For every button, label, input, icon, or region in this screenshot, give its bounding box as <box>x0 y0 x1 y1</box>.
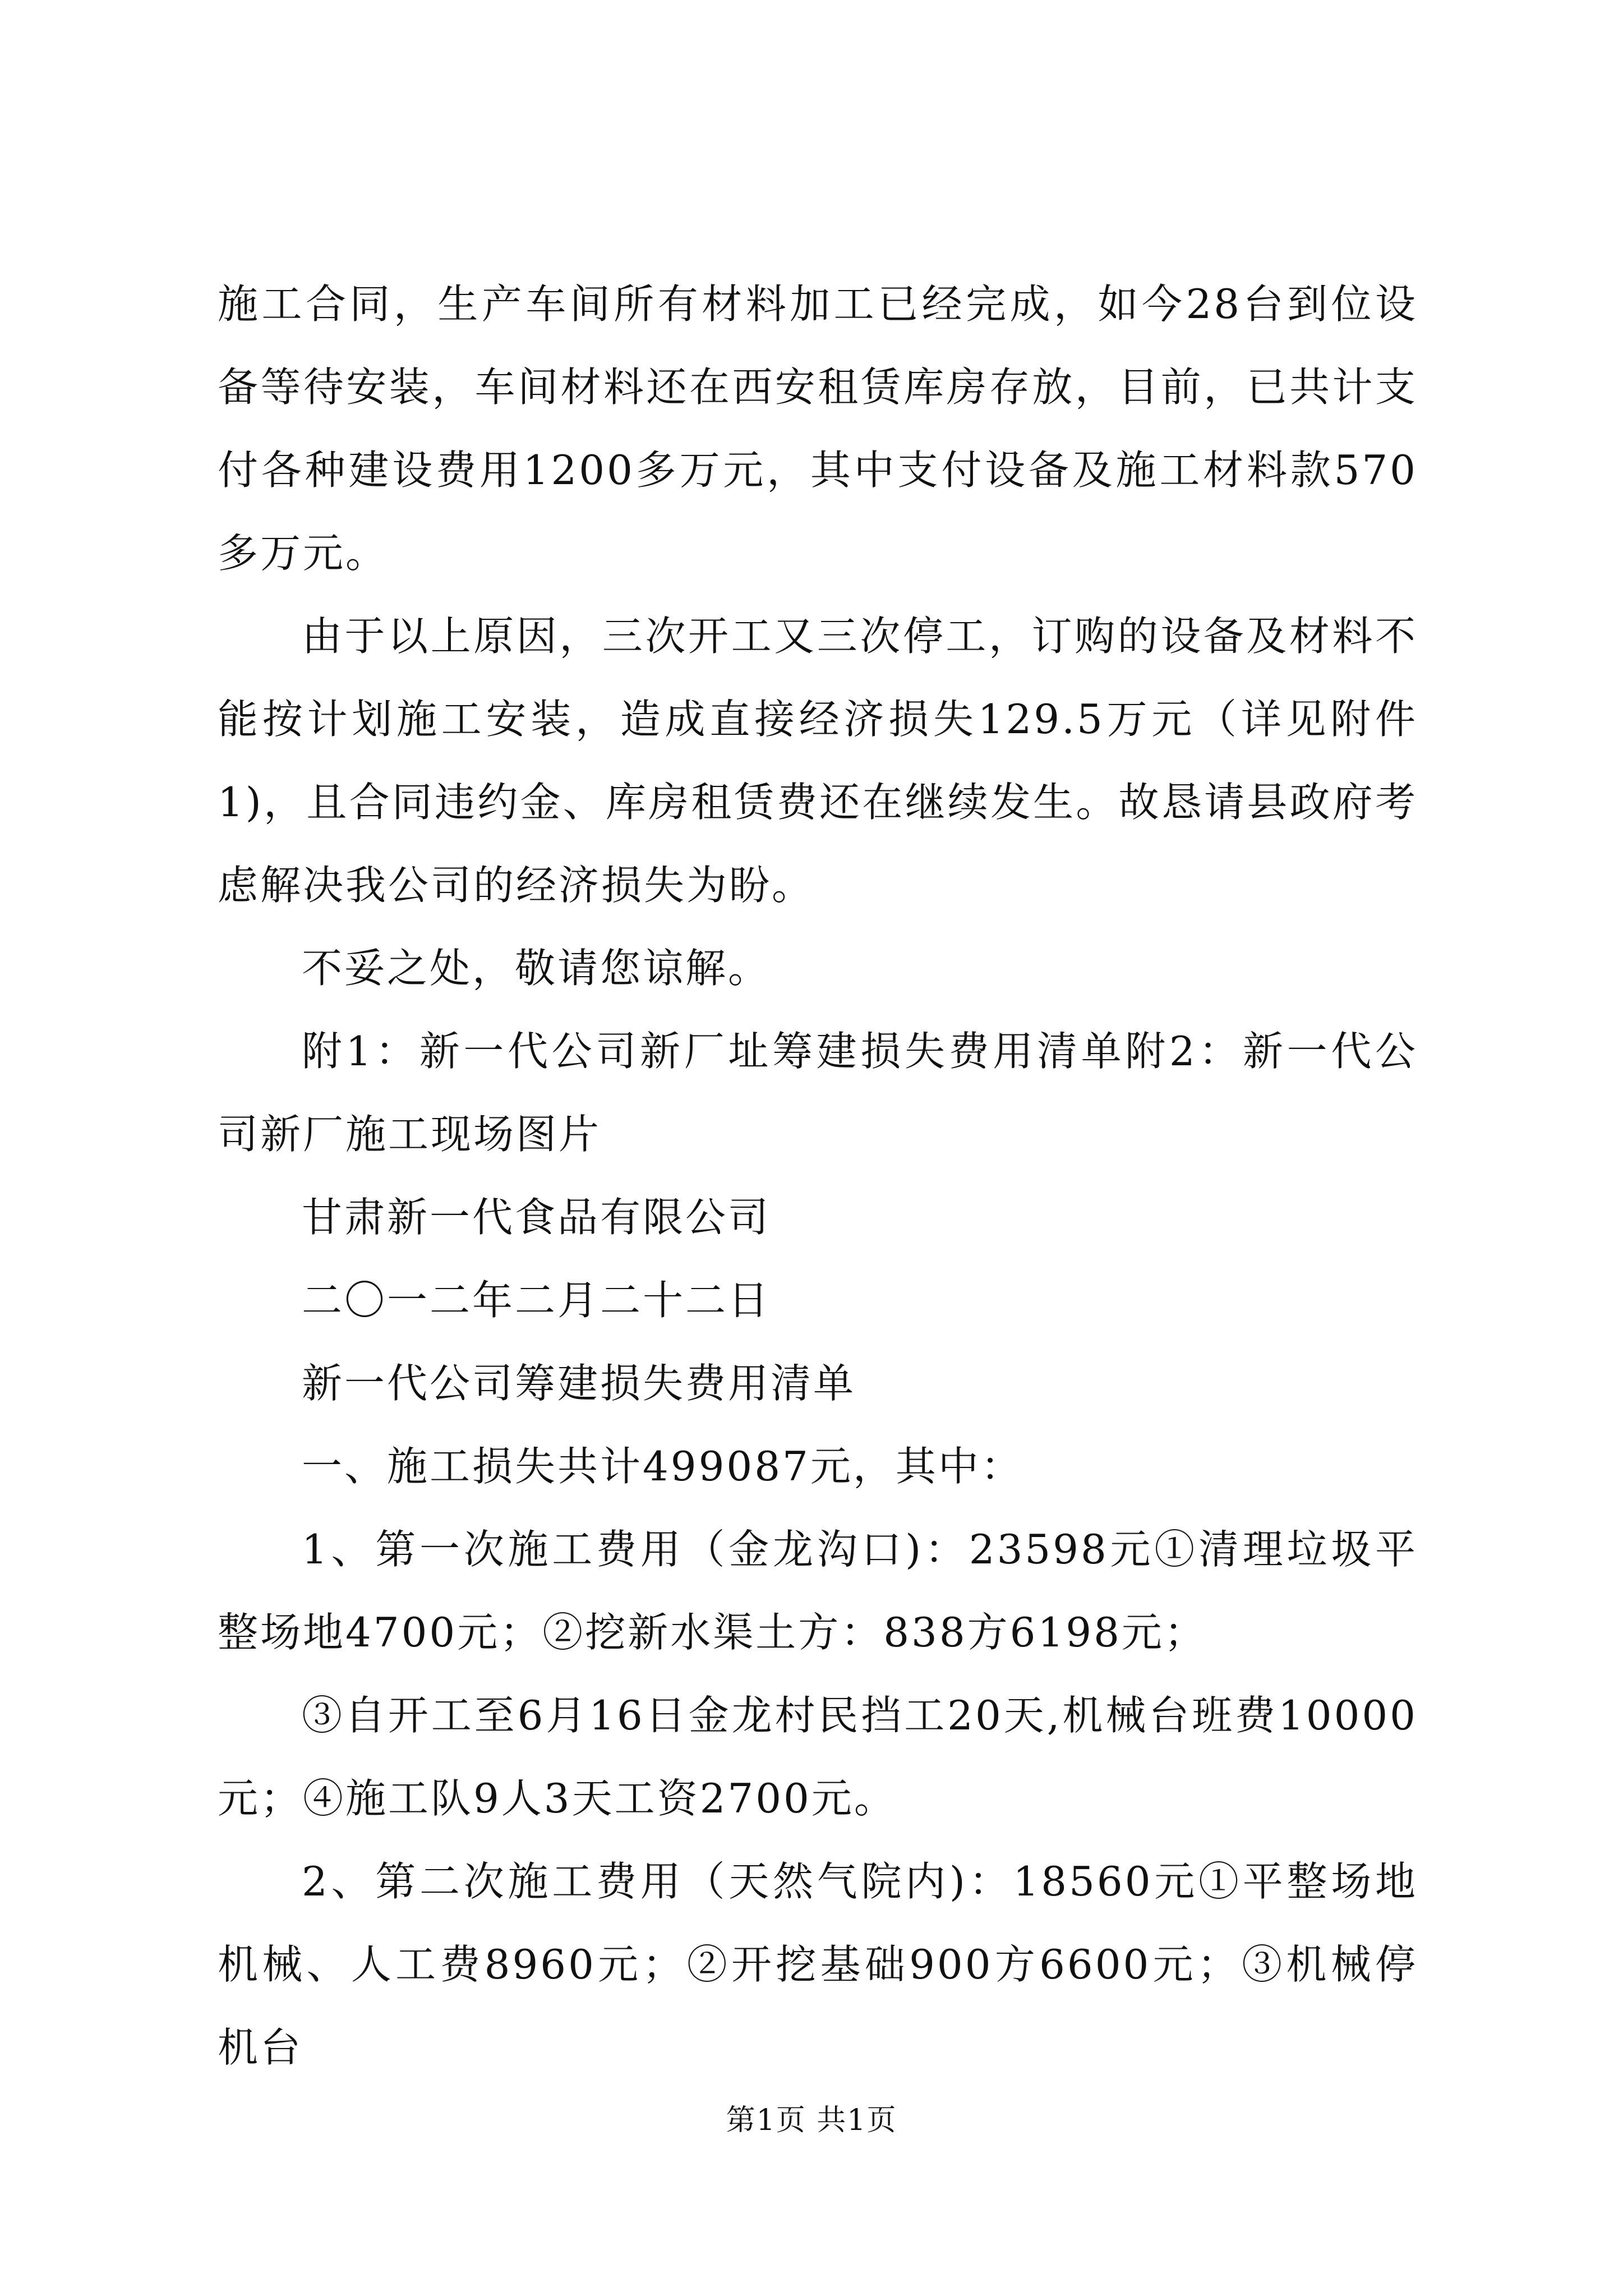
paragraph-construction-contract: 施工合同，生产车间所有材料加工已经完成，如今28台到位设备等待安装，车间材料还在西安租赁库房存放，目前，已共计支付各种建设费用1200多万元，其中支付设备及施工材料款570多万元。 <box>218 280 1418 577</box>
construction-loss-total: 一、施工损失共计499087元，其中： <box>302 1443 1023 1490</box>
page-footer: 第1页 共1页 <box>726 2104 897 2137</box>
loss-list-title: 新一代公司筹建损失费用清单 <box>302 1360 856 1407</box>
document-date: 二〇一二年二月二十二日 <box>302 1277 771 1324</box>
company-signature: 甘肃新一代食品有限公司 <box>302 1194 771 1241</box>
first-construction-cost-continued: ③自开工至6月16日金龙村民挡工20天,机械台班费10000元；④施工队9人3天工资2700元。 <box>218 1692 1418 1822</box>
first-construction-cost: 1、第一次施工费用（金龙沟口)：23598元①清理垃圾平整场地4700元；②挖新水渠土方：838方6198元； <box>218 1526 1418 1656</box>
document-body <box>218 263 1418 2089</box>
paragraph-economic-loss: 由于以上原因，三次开工又三次停工，订购的设备及材料不能按计划施工安装，造成直接经济损失129.5万元（详见附件1)，且合同违约金、库房租赁费还在继续发生。故恳请县政府考虑解决我公司的经济损失为盼。 <box>218 613 1418 909</box>
paragraph-apology: 不妥之处，敬请您谅解。 <box>302 945 771 992</box>
second-construction-cost: 2、第二次施工费用（天然气院内)：18560元①平整场地机械、人工费8960元；②开挖基础900方6600元；③机械停机台 <box>218 1858 1418 2071</box>
paragraph-attachments: 附1：新一代公司新厂址筹建损失费用清单附2：新一代公司新厂施工现场图片 <box>218 1028 1418 1158</box>
